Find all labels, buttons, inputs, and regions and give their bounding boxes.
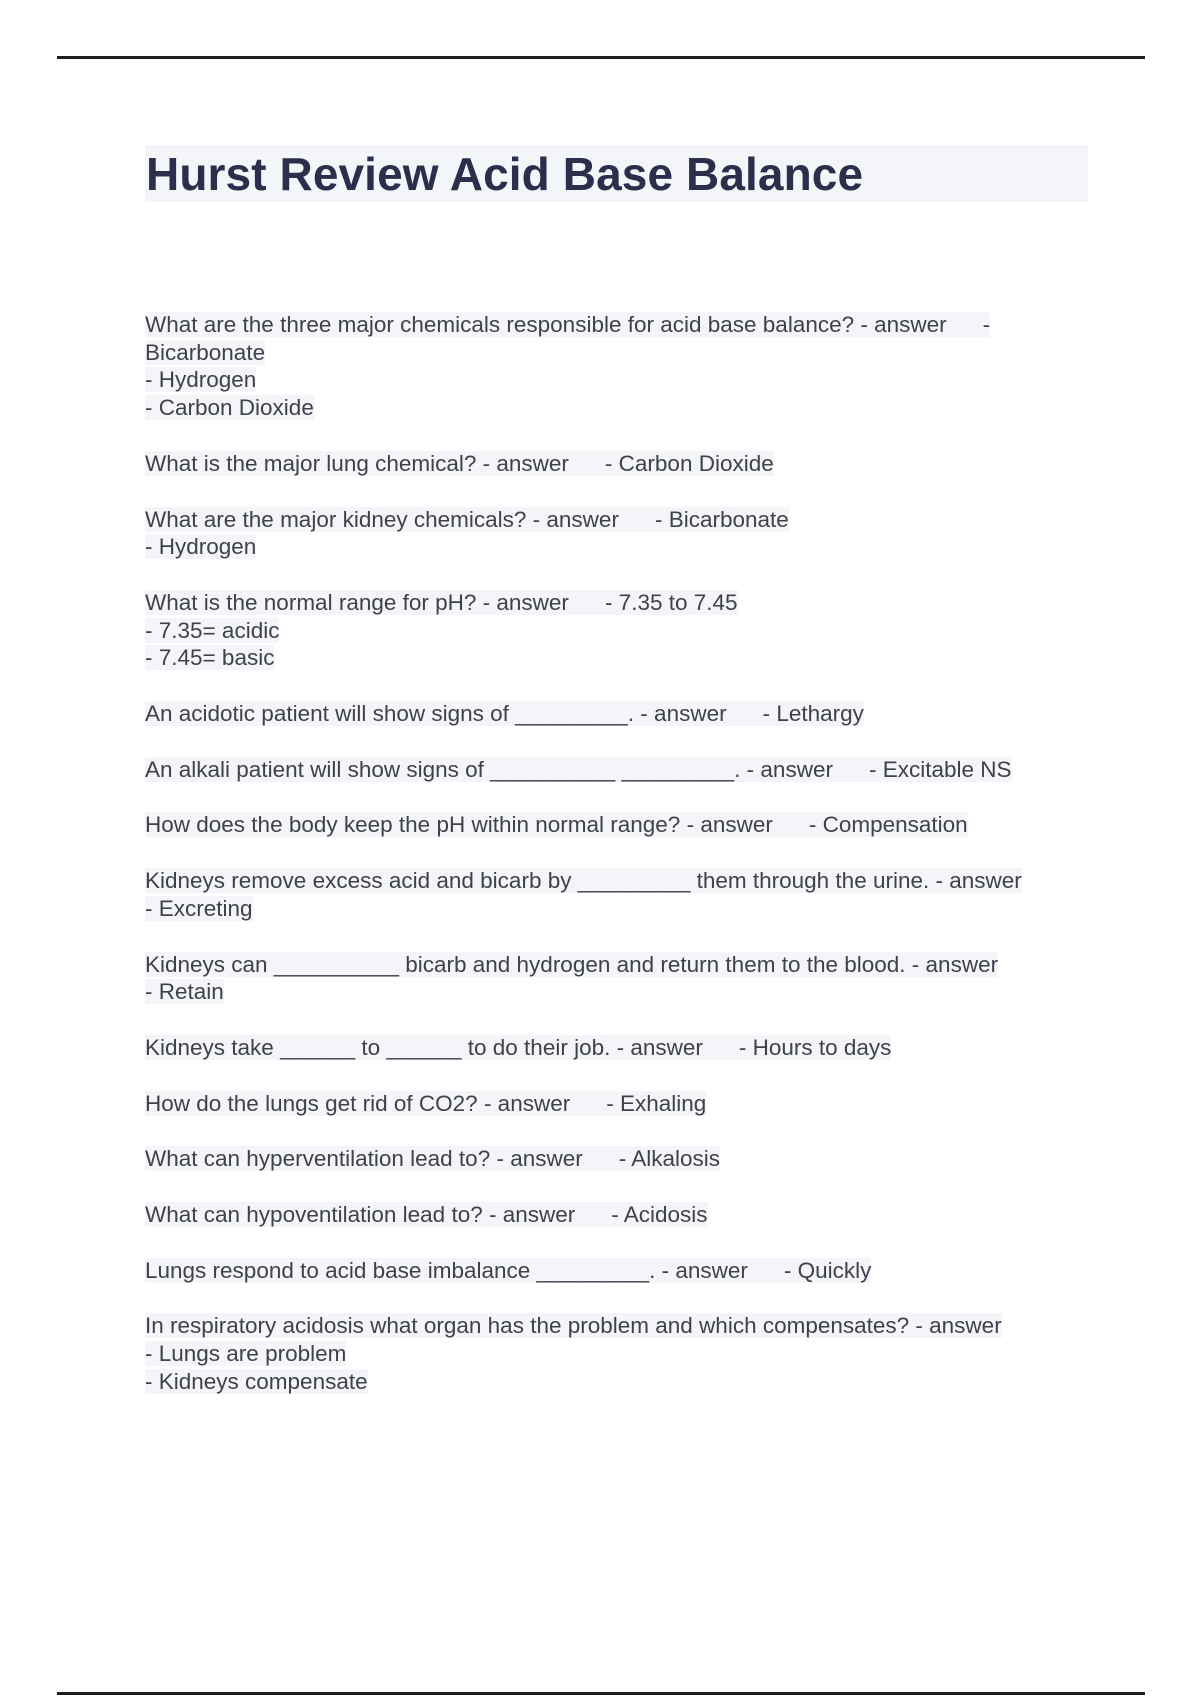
answer-line: - 7.35= acidic <box>145 617 280 643</box>
question-text: What are the major kidney chemicals? - answer <box>145 506 619 532</box>
answer-line: - Carbon Dioxide <box>145 395 314 421</box>
top-rule <box>57 56 1145 59</box>
answer-line: Bicarbonate <box>145 339 266 365</box>
bottom-rule <box>57 1692 1145 1695</box>
answer-text: - Acidosis <box>611 1202 708 1228</box>
qa-item <box>145 506 1095 561</box>
question-text: What can hypoventilation lead to? - answer <box>145 1202 576 1228</box>
qa-item <box>145 450 1095 478</box>
qa-item <box>145 951 1095 1006</box>
question-text: An alkali patient will show signs of __________ _________. - answer <box>145 756 833 782</box>
answer-text: - Bicarbonate <box>654 506 789 532</box>
answer-line: - Excreting <box>145 895 253 921</box>
question-text: How does the body keep the pH within normal range? - answer <box>145 812 773 838</box>
answer-text: - Exhaling <box>606 1090 707 1116</box>
qa-item <box>145 700 1095 728</box>
question-text: What can hyperventilation lead to? - answer <box>145 1146 583 1172</box>
question-text: How do the lungs get rid of CO2? - answer <box>145 1090 571 1116</box>
answer-text: - Compensation <box>808 812 968 838</box>
qa-item <box>145 756 1095 784</box>
qa-item <box>145 811 1095 839</box>
answer-line: - 7.45= basic <box>145 645 275 671</box>
question-text: Kidneys can __________ bicarb and hydrogen and return them to the blood. - answer <box>145 951 999 977</box>
answer-text: - Excitable NS <box>868 756 1012 782</box>
qa-item <box>145 311 1095 422</box>
qa-item <box>145 1145 1095 1173</box>
answer-line: - Lungs are problem <box>145 1341 347 1367</box>
page-title: Hurst Review Acid Base Balance <box>146 148 864 200</box>
question-text: What is the normal range for pH? - answer <box>145 589 569 615</box>
qa-item <box>145 1034 1095 1062</box>
question-text: Kidneys remove excess acid and bicarb by _________ them through the urine. - answer <box>145 868 1022 894</box>
qa-list <box>145 311 1095 1424</box>
answer-text: - Quickly <box>783 1257 872 1283</box>
answer-line: - Retain <box>145 979 224 1005</box>
answer-line: - Kidneys compensate <box>145 1368 368 1394</box>
question-text: What is the major lung chemical? - answer <box>145 450 569 476</box>
qa-item <box>145 1201 1095 1229</box>
answer-text: - Alkalosis <box>618 1146 721 1172</box>
qa-item <box>145 1312 1095 1395</box>
answer-text: - Lethargy <box>762 701 864 727</box>
answer-text: - <box>982 312 991 337</box>
question-text: What are the three major chemicals responsible for acid base balance? - answer <box>145 312 947 337</box>
answer-line: - Hydrogen <box>145 534 257 560</box>
qa-item <box>145 867 1095 922</box>
qa-item <box>145 1090 1095 1118</box>
question-text: Kidneys take ______ to ______ to do their job. - answer <box>145 1034 703 1060</box>
question-text: An acidotic patient will show signs of _________. - answer <box>145 701 727 727</box>
answer-text: - Carbon Dioxide <box>604 450 774 476</box>
answer-text: - Hours to days <box>738 1034 892 1060</box>
qa-item <box>145 589 1095 672</box>
question-text: In respiratory acidosis what organ has the problem and which compensates? - answer <box>145 1313 1002 1339</box>
qa-item <box>145 1257 1095 1285</box>
answer-text: - 7.35 to 7.45 <box>604 589 738 615</box>
answer-line: - Hydrogen <box>145 367 257 393</box>
question-text: Lungs respond to acid base imbalance _________. - answer <box>145 1257 748 1283</box>
